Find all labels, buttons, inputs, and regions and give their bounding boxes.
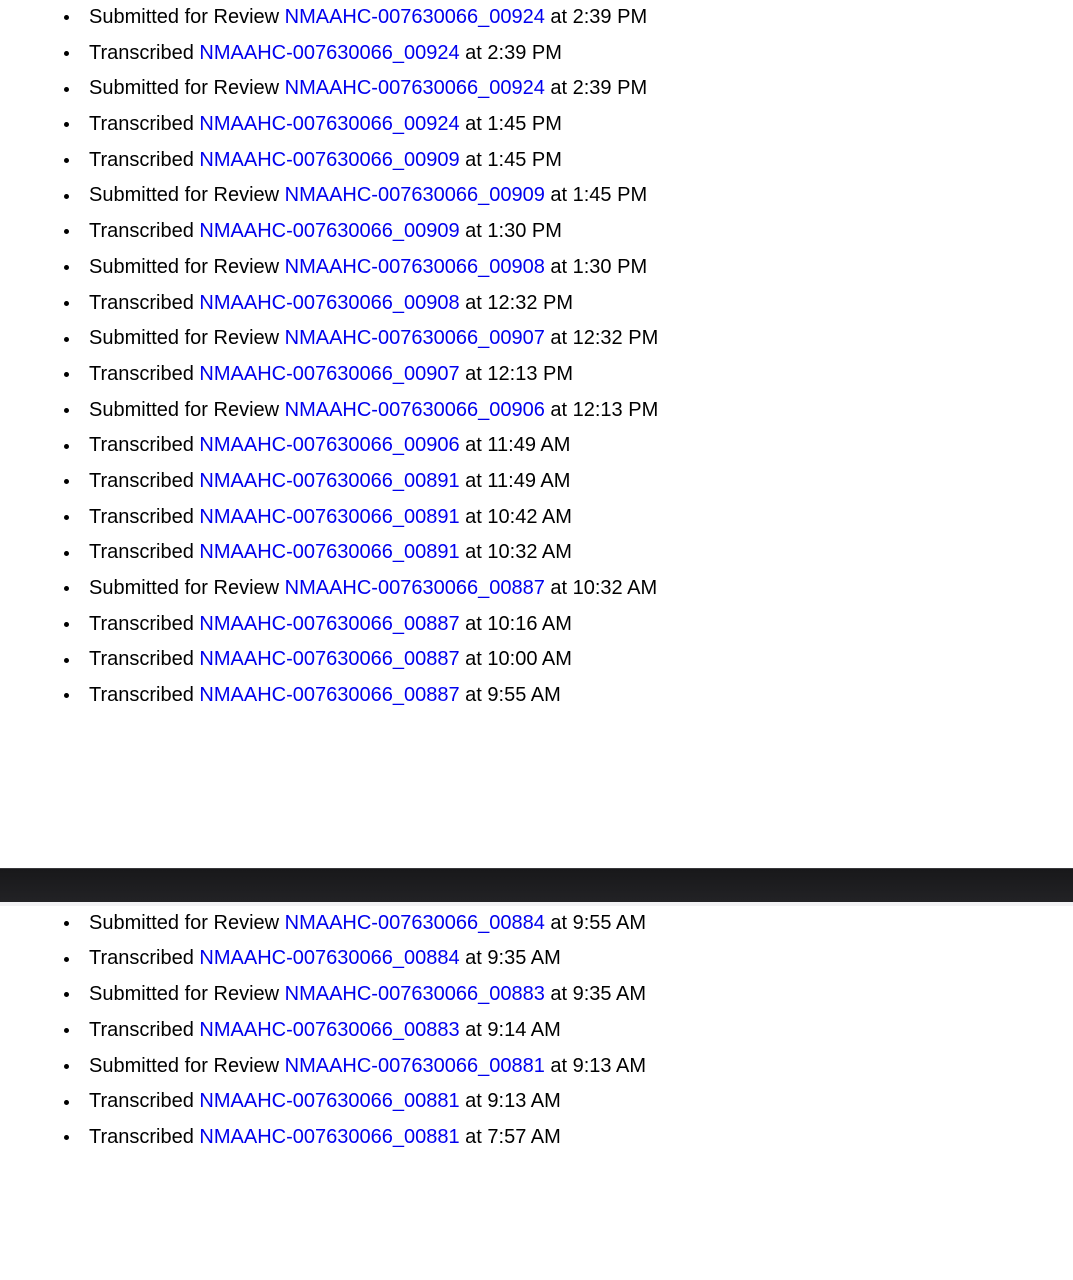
activity-action: Transcribed [89, 469, 194, 492]
activity-time: at 10:32 AM [465, 541, 572, 564]
bullet-icon [64, 158, 69, 163]
activity-time: at 12:13 PM [550, 398, 659, 421]
bullet-icon [64, 921, 69, 926]
activity-link[interactable]: NMAAHC-007630066_00891 [199, 469, 460, 492]
activity-link[interactable]: NMAAHC-007630066_00884 [199, 947, 460, 970]
activity-link[interactable]: NMAAHC-007630066_00908 [199, 291, 460, 314]
activity-item [0, 357, 1073, 393]
activity-time: at 9:14 AM [465, 1018, 561, 1041]
activity-action: Transcribed [89, 362, 194, 385]
activity-item [0, 607, 1073, 643]
bullet-icon [64, 551, 69, 556]
activity-link[interactable]: NMAAHC-007630066_00908 [284, 255, 545, 278]
activity-time: at 11:49 AM [465, 469, 571, 492]
activity-item [0, 642, 1073, 678]
activity-link[interactable]: NMAAHC-007630066_00906 [284, 398, 545, 421]
activity-action: Transcribed [89, 541, 194, 564]
activity-item [0, 1120, 1073, 1156]
activity-time: at 10:16 AM [465, 612, 572, 635]
activity-link[interactable]: NMAAHC-007630066_00924 [284, 77, 545, 100]
bullet-icon [64, 408, 69, 413]
activity-item [0, 571, 1073, 607]
activity-action: Transcribed [89, 505, 194, 528]
activity-action: Transcribed [89, 1125, 194, 1148]
activity-item [0, 0, 1073, 36]
bullet-icon [64, 51, 69, 56]
activity-time: at 9:55 AM [465, 684, 561, 707]
activity-time: at 11:49 AM [465, 434, 571, 457]
activity-action: Submitted for Review [89, 911, 280, 934]
activity-item [0, 393, 1073, 429]
activity-link[interactable]: NMAAHC-007630066_00909 [199, 148, 460, 171]
bullet-icon [64, 194, 69, 199]
activity-action: Transcribed [89, 684, 194, 707]
activity-link[interactable]: NMAAHC-007630066_00924 [199, 113, 460, 136]
bullet-icon [64, 444, 69, 449]
activity-item [0, 941, 1073, 977]
activity-link[interactable]: NMAAHC-007630066_00891 [199, 541, 460, 564]
activity-action: Submitted for Review [89, 983, 280, 1006]
activity-action: Transcribed [89, 148, 194, 171]
activity-item [0, 428, 1073, 464]
bullet-icon [64, 1135, 69, 1140]
activity-link[interactable]: NMAAHC-007630066_00887 [199, 648, 460, 671]
activity-item [0, 36, 1073, 72]
activity-time: at 7:57 AM [465, 1125, 561, 1148]
bullet-icon [64, 992, 69, 997]
bullet-icon [64, 265, 69, 270]
activity-time: at 12:32 PM [550, 327, 659, 350]
activity-item [0, 214, 1073, 250]
window-divider-bar [0, 868, 1073, 902]
activity-time: at 9:35 AM [465, 947, 561, 970]
activity-link[interactable]: NMAAHC-007630066_00883 [284, 983, 545, 1006]
bullet-icon [64, 622, 69, 627]
bullet-icon [64, 1064, 69, 1069]
activity-time: at 10:42 AM [465, 505, 572, 528]
activity-time: at 1:45 PM [465, 113, 562, 136]
activity-time: at 9:13 AM [550, 1054, 647, 1077]
activity-item [0, 464, 1073, 500]
activity-time: at 1:30 PM [465, 220, 562, 243]
activity-action: Transcribed [89, 291, 194, 314]
activity-item [0, 977, 1073, 1013]
activity-item [0, 71, 1073, 107]
activity-list-bottom [0, 906, 1073, 1156]
activity-link[interactable]: NMAAHC-007630066_00891 [199, 505, 460, 528]
activity-item [0, 286, 1073, 322]
activity-action: Transcribed [89, 1018, 194, 1041]
activity-item [0, 500, 1073, 536]
bullet-icon [64, 479, 69, 484]
activity-link[interactable]: NMAAHC-007630066_00887 [284, 577, 545, 599]
activity-time: at 2:39 PM [465, 41, 562, 64]
bullet-icon [64, 1028, 69, 1033]
activity-item [0, 107, 1073, 143]
activity-time: at 1:30 PM [550, 255, 648, 278]
activity-link[interactable]: NMAAHC-007630066_00881 [199, 1125, 460, 1148]
activity-time: at 2:39 PM [550, 77, 648, 100]
bullet-icon [64, 658, 69, 663]
activity-link[interactable]: NMAAHC-007630066_00887 [199, 684, 460, 707]
activity-action: Transcribed [89, 220, 194, 243]
activity-action: Transcribed [89, 947, 194, 970]
activity-item [0, 250, 1073, 286]
activity-action: Transcribed [89, 434, 194, 457]
activity-item [0, 321, 1073, 357]
activity-action: Submitted for Review [89, 184, 280, 207]
activity-action: Submitted for Review [89, 1054, 280, 1077]
activity-time: at 10:32 AM [550, 577, 658, 599]
activity-item [0, 143, 1073, 179]
activity-action: Transcribed [89, 1090, 194, 1113]
activity-action: Transcribed [89, 648, 194, 671]
activity-link[interactable]: NMAAHC-007630066_00881 [284, 1054, 545, 1077]
activity-link[interactable]: NMAAHC-007630066_00909 [284, 184, 545, 207]
activity-link[interactable]: NMAAHC-007630066_00924 [199, 41, 460, 64]
bullet-icon [64, 87, 69, 92]
activity-action: Submitted for Review [89, 77, 280, 100]
bullet-icon [64, 122, 69, 127]
activity-time: at 12:32 PM [465, 291, 574, 314]
activity-time: at 9:35 AM [550, 983, 647, 1006]
activity-link[interactable]: NMAAHC-007630066_00907 [199, 362, 460, 385]
activity-action: Submitted for Review [89, 398, 280, 421]
activity-action: Submitted for Review [89, 327, 280, 350]
activity-item [0, 906, 1073, 942]
bullet-icon [64, 372, 69, 377]
bullet-icon [64, 301, 69, 306]
activity-item [0, 1049, 1073, 1085]
activity-action: Transcribed [89, 612, 194, 635]
bullet-icon [64, 586, 69, 591]
activity-item [0, 178, 1073, 214]
bullet-icon [64, 957, 69, 962]
bullet-icon [64, 15, 69, 20]
activity-link[interactable]: NMAAHC-007630066_00907 [284, 327, 545, 350]
bullet-icon [64, 229, 69, 234]
activity-item [0, 535, 1073, 571]
activity-action: Transcribed [89, 113, 194, 136]
bullet-icon [64, 515, 69, 520]
activity-link[interactable]: NMAAHC-007630066_00909 [199, 220, 460, 243]
activity-action: Submitted for Review [89, 6, 280, 28]
blank-spacer [0, 714, 1073, 868]
activity-link[interactable]: NMAAHC-007630066_00883 [199, 1018, 460, 1041]
bullet-icon [64, 693, 69, 698]
activity-time: at 9:55 AM [550, 911, 647, 934]
activity-link[interactable]: NMAAHC-007630066_00906 [199, 434, 460, 457]
activity-item [0, 678, 1073, 714]
activity-link[interactable]: NMAAHC-007630066_00881 [199, 1090, 460, 1113]
activity-link[interactable]: NMAAHC-007630066_00884 [284, 911, 545, 934]
activity-item [0, 1013, 1073, 1049]
activity-time: at 12:13 PM [465, 362, 574, 385]
activity-action: Submitted for Review [89, 577, 280, 599]
activity-action: Submitted for Review [89, 255, 280, 278]
activity-time: at 10:00 AM [465, 648, 572, 671]
bullet-icon [64, 1100, 69, 1105]
activity-link[interactable]: NMAAHC-007630066_00887 [199, 612, 460, 635]
activity-link[interactable]: NMAAHC-007630066_00924 [284, 6, 545, 28]
bullet-icon [64, 337, 69, 342]
activity-time: at 1:45 PM [550, 184, 648, 207]
activity-time: at 9:13 AM [465, 1090, 561, 1113]
activity-item [0, 1084, 1073, 1120]
activity-time: at 1:45 PM [465, 148, 562, 171]
activity-action: Transcribed [89, 41, 194, 64]
activity-time: at 2:39 PM [550, 6, 648, 28]
